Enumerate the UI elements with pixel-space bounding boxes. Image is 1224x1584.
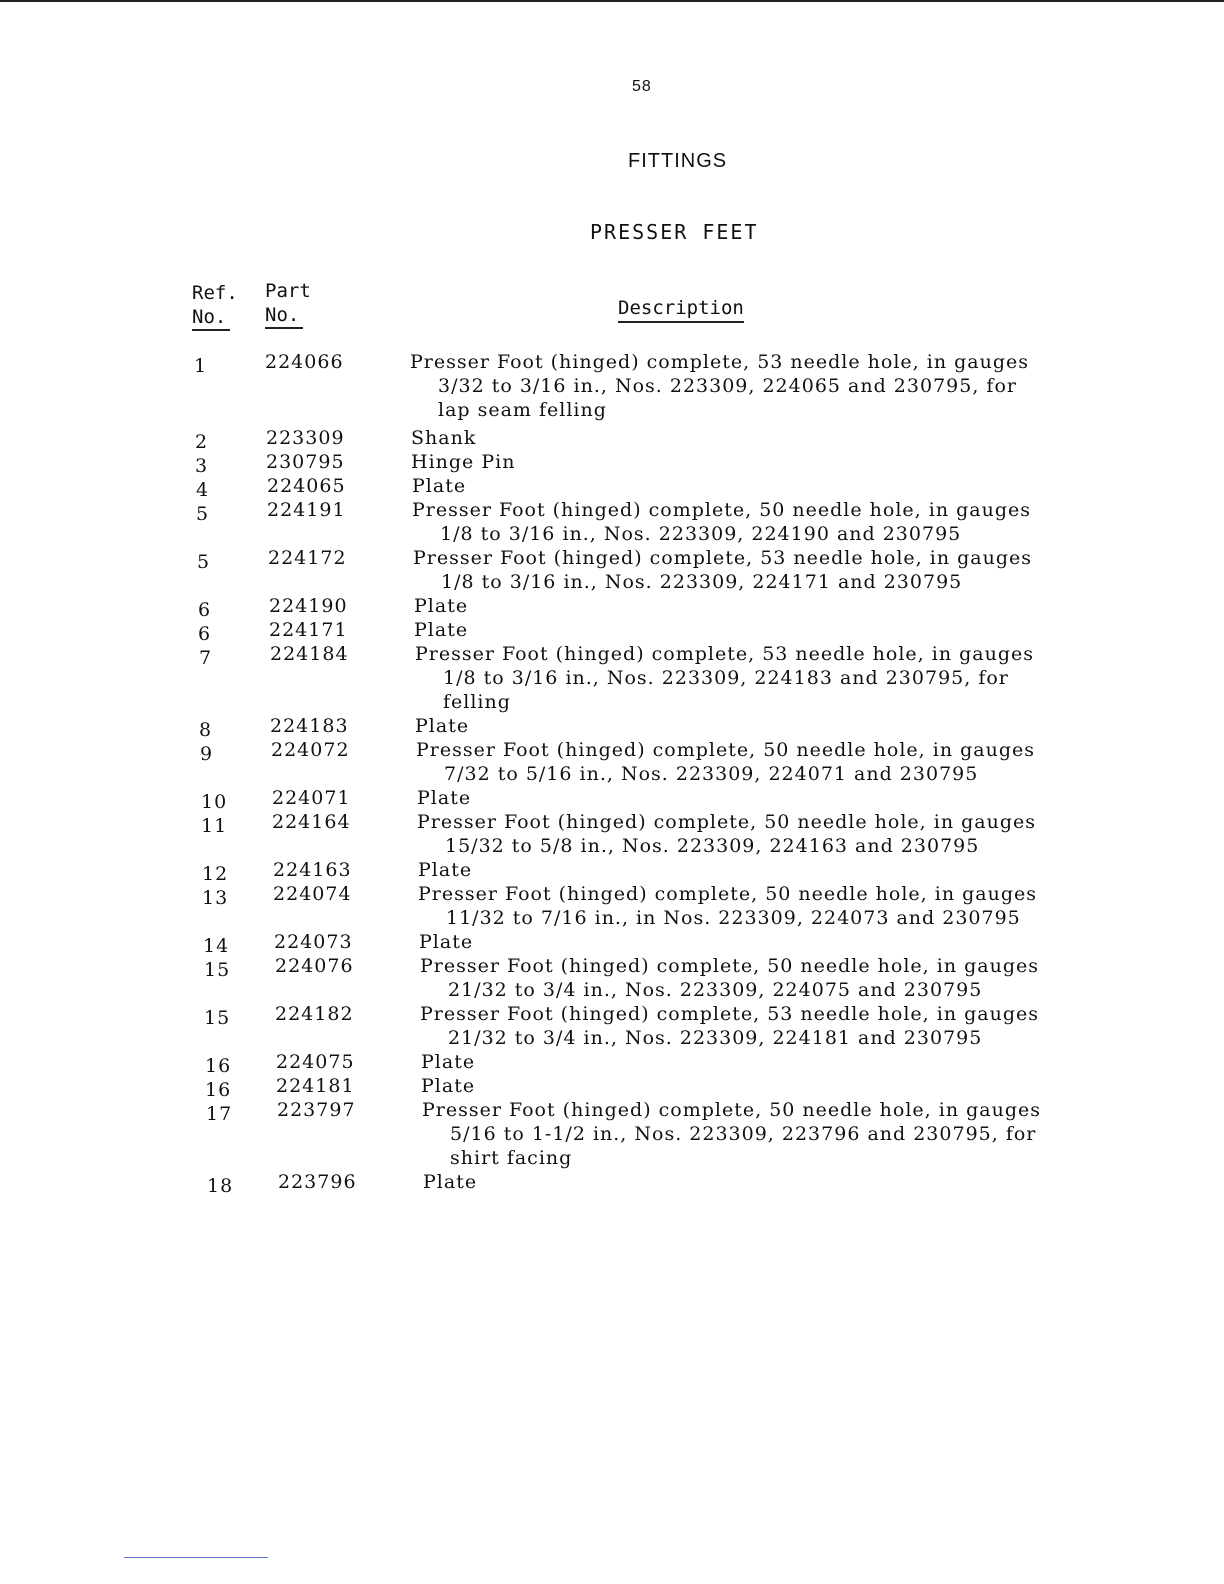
description-line: Plate — [421, 1051, 476, 1073]
part-number: 224072 — [271, 739, 350, 761]
header-part-line2: No. — [265, 303, 303, 329]
part-description — [417, 786, 1137, 810]
part-number: 224074 — [273, 883, 352, 905]
description-line: Presser Foot (hinged) complete, 53 needle hole, in gauges — [420, 1003, 1039, 1025]
part-ref-no: 14 — [203, 935, 230, 957]
description-line: Plate — [414, 595, 469, 617]
part-ref-no: 15 — [204, 959, 231, 981]
description-line: Presser Foot (hinged) complete, 50 needle hole, in gauges — [412, 499, 1031, 521]
section-title: FITTINGS — [628, 150, 728, 172]
part-number: 223797 — [277, 1099, 356, 1121]
part-description — [415, 642, 1135, 714]
description-line: lap seam felling — [438, 399, 607, 421]
part-description — [412, 474, 1132, 498]
description-line: Presser Foot (hinged) complete, 50 needle hole, in gauges — [416, 739, 1035, 761]
part-description — [413, 546, 1133, 594]
part-number: 224066 — [265, 351, 344, 373]
description-line: Plate — [421, 1075, 476, 1097]
part-number: 224076 — [275, 955, 354, 977]
part-ref-no: 12 — [202, 863, 229, 885]
part-description — [418, 882, 1138, 930]
part-number: 224184 — [270, 643, 349, 665]
description-line: Plate — [419, 931, 474, 953]
part-number: 224071 — [272, 787, 351, 809]
part-description — [418, 858, 1138, 882]
part-description — [421, 1074, 1141, 1098]
part-ref-no: 6 — [198, 623, 212, 645]
part-description — [422, 1098, 1142, 1170]
description-line: Plate — [417, 787, 472, 809]
part-ref-no: 4 — [196, 479, 210, 501]
part-description — [421, 1050, 1141, 1074]
part-number: 223796 — [278, 1171, 357, 1193]
part-description — [410, 350, 1130, 422]
part-number: 224163 — [273, 859, 352, 881]
description-line: 21/32 to 3/4 in., Nos. 223309, 224181 and 230795 — [448, 1027, 983, 1049]
part-ref-no: 16 — [205, 1055, 232, 1077]
description-line: Presser Foot (hinged) complete, 50 needle hole, in gauges — [422, 1099, 1041, 1121]
description-line: Plate — [412, 475, 467, 497]
part-ref-no: 6 — [198, 599, 212, 621]
description-line: Presser Foot (hinged) complete, 53 needle hole, in gauges — [410, 351, 1029, 373]
part-description — [414, 594, 1134, 618]
part-ref-no: 3 — [195, 455, 209, 477]
part-ref-no: 13 — [202, 887, 229, 909]
description-line: felling — [443, 691, 511, 713]
part-number: 224065 — [267, 475, 346, 497]
part-ref-no: 8 — [199, 719, 213, 741]
part-description — [414, 618, 1134, 642]
description-line: Hinge Pin — [411, 451, 516, 473]
description-line: 7/32 to 5/16 in., Nos. 223309, 224071 and 230795 — [444, 763, 979, 785]
description-line: Plate — [415, 715, 470, 737]
description-line: shirt facing — [450, 1147, 573, 1169]
part-ref-no: 10 — [201, 791, 228, 813]
part-number: 223309 — [266, 427, 345, 449]
description-line: 5/16 to 1-1/2 in., Nos. 223309, 223796 and 230795, for — [450, 1123, 1037, 1145]
description-line: 1/8 to 3/16 in., Nos. 223309, 224183 and 230795, for — [443, 667, 1009, 689]
page-number: 58 — [632, 78, 652, 95]
header-ref-line1: Ref. — [192, 282, 238, 304]
part-ref-no: 17 — [206, 1103, 233, 1125]
part-ref-no: 5 — [197, 551, 211, 573]
description-line: Plate — [423, 1171, 478, 1193]
part-number: 224182 — [275, 1003, 354, 1025]
description-line: 1/8 to 3/16 in., Nos. 223309, 224190 and 230795 — [440, 523, 962, 545]
part-number: 224172 — [268, 547, 347, 569]
part-ref-no: 15 — [204, 1007, 231, 1029]
part-ref-no: 1 — [194, 355, 208, 377]
part-number: 224183 — [270, 715, 349, 737]
part-number: 224191 — [267, 499, 346, 521]
description-line: 1/8 to 3/16 in., Nos. 223309, 224171 and 230795 — [441, 571, 963, 593]
header-ref-line2: No. — [192, 305, 230, 331]
description-line: Plate — [418, 859, 473, 881]
part-description — [420, 1002, 1140, 1050]
header-part-line1: Part — [265, 280, 311, 302]
description-line: Presser Foot (hinged) complete, 50 needle hole, in gauges — [420, 955, 1039, 977]
part-ref-no: 2 — [195, 431, 209, 453]
part-number: 224164 — [272, 811, 351, 833]
part-description — [417, 810, 1137, 858]
description-line: Presser Foot (hinged) complete, 50 needle hole, in gauges — [418, 883, 1037, 905]
part-ref-no: 11 — [201, 815, 228, 837]
part-number: 224181 — [276, 1075, 355, 1097]
subsection-title: PRESSER FEET — [590, 220, 759, 244]
part-description — [416, 738, 1136, 786]
description-line: 11/32 to 7/16 in., in Nos. 223309, 224073 and 230795 — [446, 907, 1021, 929]
header-description: Description — [618, 296, 744, 323]
part-number: 224190 — [269, 595, 348, 617]
description-line: Plate — [414, 619, 469, 641]
description-line: Shank — [411, 427, 477, 449]
part-description — [419, 930, 1139, 954]
part-description — [411, 450, 1131, 474]
part-number: 230795 — [266, 451, 345, 473]
part-number: 224171 — [269, 619, 348, 641]
part-ref-no: 7 — [199, 647, 213, 669]
part-description — [420, 954, 1140, 1002]
description-line: 15/32 to 5/8 in., Nos. 223309, 224163 and 230795 — [445, 835, 980, 857]
description-line: Presser Foot (hinged) complete, 53 needle hole, in gauges — [413, 547, 1032, 569]
part-description — [411, 426, 1131, 450]
part-ref-no: 16 — [205, 1079, 232, 1101]
part-number: 224073 — [274, 931, 353, 953]
part-description — [423, 1170, 1143, 1194]
part-ref-no: 5 — [196, 503, 210, 525]
description-line: 3/32 to 3/16 in., Nos. 223309, 224065 and 230795, for — [438, 375, 1017, 397]
description-line: Presser Foot (hinged) complete, 53 needle hole, in gauges — [415, 643, 1034, 665]
part-description — [412, 498, 1132, 546]
part-number: 224075 — [276, 1051, 355, 1073]
part-ref-no: 9 — [200, 743, 214, 765]
description-line: Presser Foot (hinged) complete, 50 needle hole, in gauges — [417, 811, 1036, 833]
part-ref-no: 18 — [207, 1175, 234, 1197]
footnote-rule — [124, 1557, 268, 1558]
description-line: 21/32 to 3/4 in., Nos. 223309, 224075 and 230795 — [448, 979, 983, 1001]
part-description — [415, 714, 1135, 738]
